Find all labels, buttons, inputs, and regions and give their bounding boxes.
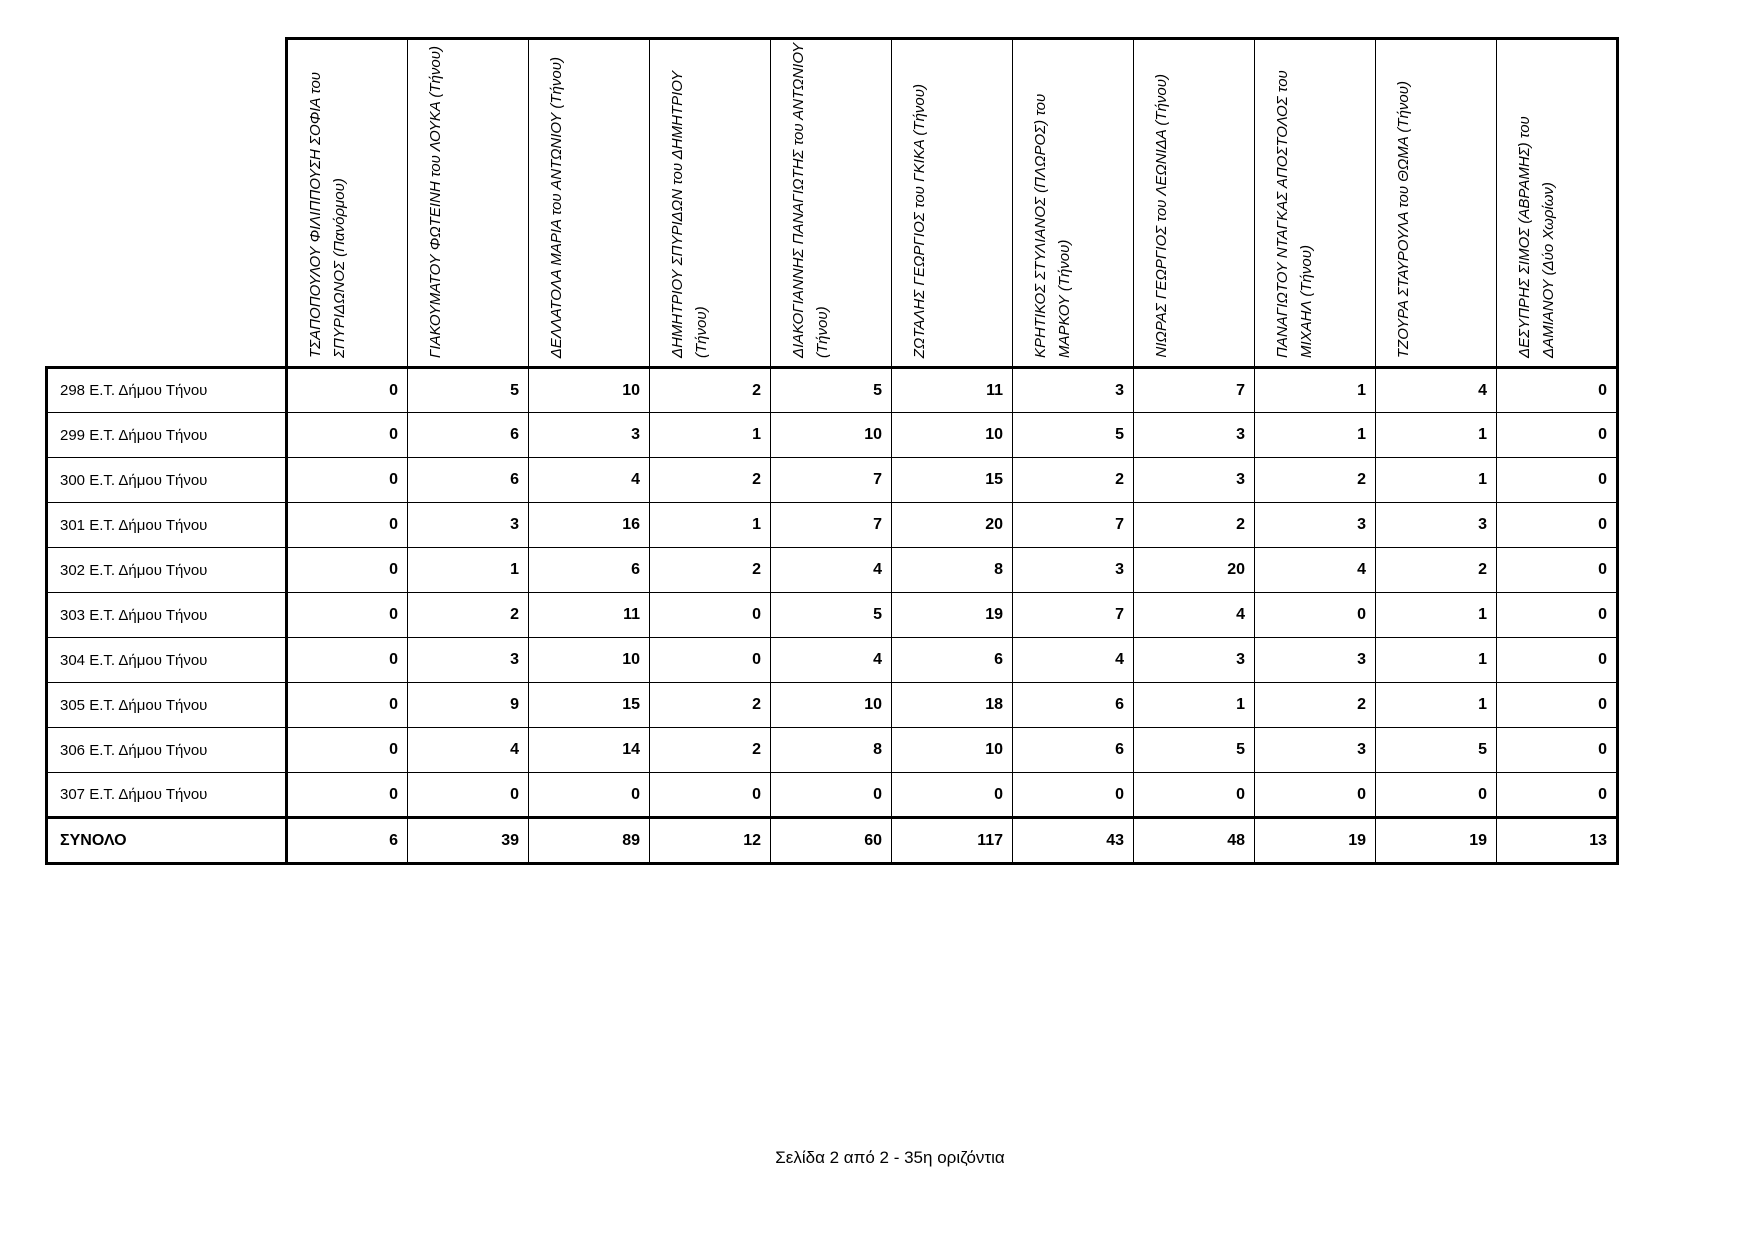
candidate-name: ΔΗΜΗΤΡΙΟΥ ΣΠΥΡΙΔΩΝ του ΔΗΜΗΤΡΙΟΥ (Τήνου) (669, 70, 710, 358)
total-value-cell: 89 (529, 818, 650, 864)
vote-count-cell: 3 (1013, 368, 1134, 413)
vote-count-cell: 0 (287, 593, 408, 638)
vote-count-cell: 3 (1134, 413, 1255, 458)
vote-count-cell: 0 (1497, 728, 1618, 773)
vote-count-cell: 6 (529, 548, 650, 593)
vote-count-cell: 10 (892, 413, 1013, 458)
vote-count-cell: 3 (408, 638, 529, 683)
vote-count-cell: 4 (408, 728, 529, 773)
vote-count-cell: 5 (771, 593, 892, 638)
total-value-cell: 48 (1134, 818, 1255, 864)
vote-count-cell: 1 (1376, 413, 1497, 458)
vote-count-cell: 0 (1497, 413, 1618, 458)
vote-count-cell: 2 (650, 683, 771, 728)
vote-count-cell: 0 (1376, 773, 1497, 818)
table-row (47, 683, 1618, 728)
vote-count-cell: 1 (1376, 638, 1497, 683)
candidate-header-cell (529, 39, 650, 368)
candidate-header-cell (408, 39, 529, 368)
vote-count-cell: 1 (1376, 593, 1497, 638)
vote-count-cell: 0 (650, 773, 771, 818)
candidate-name: ΝΙΩΡΑΣ ΓΕΩΡΓΙΟΣ του ΛΕΩΝΙΔΑ (Τήνου) (1153, 74, 1170, 358)
total-value-cell: 6 (287, 818, 408, 864)
vote-count-cell: 0 (1497, 773, 1618, 818)
vote-count-cell: 0 (287, 728, 408, 773)
vote-count-cell: 1 (1376, 683, 1497, 728)
vote-count-cell: 7 (1134, 368, 1255, 413)
results-table (45, 37, 1619, 865)
candidate-header-cell (892, 39, 1013, 368)
table-row (47, 458, 1618, 503)
page-footer: Σελίδα 2 από 2 - 35η οριζόντια (775, 1148, 1005, 1167)
vote-count-cell: 4 (1013, 638, 1134, 683)
vote-count-cell: 0 (650, 638, 771, 683)
polling-station-label: 306 Ε.Τ. Δήμου Τήνου (47, 728, 287, 773)
total-label: ΣΥΝΟΛΟ (47, 818, 287, 864)
vote-count-cell: 18 (892, 683, 1013, 728)
candidate-name: ΤΖΟΥΡΑ ΣΤΑΥΡΟΥΛΑ του ΘΩΜΑ (Τήνου) (1395, 80, 1412, 358)
polling-station-label: 302 Ε.Τ. Δήμου Τήνου (47, 548, 287, 593)
table-row (47, 503, 1618, 548)
polling-station-label: 301 Ε.Τ. Δήμου Τήνου (47, 503, 287, 548)
candidate-header-cell (1134, 39, 1255, 368)
vote-count-cell: 19 (892, 593, 1013, 638)
vote-count-cell: 2 (650, 368, 771, 413)
vote-count-cell: 3 (1376, 503, 1497, 548)
vote-count-cell: 6 (408, 458, 529, 503)
vote-count-cell: 0 (771, 773, 892, 818)
vote-count-cell: 4 (1376, 368, 1497, 413)
vote-count-cell: 10 (771, 413, 892, 458)
vote-count-cell: 0 (287, 773, 408, 818)
vote-count-cell: 0 (1497, 458, 1618, 503)
vote-count-cell: 2 (650, 728, 771, 773)
table-row (47, 413, 1618, 458)
candidate-header-cell (287, 39, 408, 368)
vote-count-cell: 7 (771, 503, 892, 548)
vote-count-cell: 0 (287, 503, 408, 548)
vote-count-cell: 6 (892, 638, 1013, 683)
vote-count-cell: 2 (1134, 503, 1255, 548)
polling-station-label: 299 Ε.Τ. Δήμου Τήνου (47, 413, 287, 458)
vote-count-cell: 0 (1497, 638, 1618, 683)
table-row (47, 593, 1618, 638)
vote-count-cell: 0 (1497, 503, 1618, 548)
vote-count-cell: 3 (529, 413, 650, 458)
vote-count-cell: 10 (529, 638, 650, 683)
candidate-header-cell (1013, 39, 1134, 368)
vote-count-cell: 14 (529, 728, 650, 773)
vote-count-cell: 15 (529, 683, 650, 728)
vote-count-cell: 3 (408, 503, 529, 548)
vote-count-cell: 0 (287, 683, 408, 728)
vote-count-cell: 2 (1255, 458, 1376, 503)
total-value-cell: 19 (1376, 818, 1497, 864)
vote-count-cell: 0 (1255, 593, 1376, 638)
vote-count-cell: 3 (1255, 728, 1376, 773)
vote-count-cell: 2 (1013, 458, 1134, 503)
candidate-header-row (47, 39, 1618, 368)
vote-count-cell: 1 (1134, 683, 1255, 728)
polling-station-label: 305 Ε.Τ. Δήμου Τήνου (47, 683, 287, 728)
candidate-name: ΔΕΛΛΑΤΟΛΑ ΜΑΡΙΑ του ΑΝΤΩΝΙΟΥ (Τήνου) (548, 56, 565, 358)
vote-count-cell: 4 (771, 548, 892, 593)
vote-count-cell: 6 (1013, 683, 1134, 728)
vote-count-cell: 11 (529, 593, 650, 638)
candidate-header-cell (1497, 39, 1618, 368)
vote-count-cell: 3 (1255, 638, 1376, 683)
vote-count-cell: 0 (408, 773, 529, 818)
vote-count-cell: 4 (1134, 593, 1255, 638)
table-row (47, 548, 1618, 593)
vote-count-cell: 0 (287, 548, 408, 593)
candidate-header-cell (771, 39, 892, 368)
candidate-header-cell (1376, 39, 1497, 368)
vote-count-cell: 2 (1376, 548, 1497, 593)
vote-count-cell: 0 (1134, 773, 1255, 818)
vote-count-cell: 6 (408, 413, 529, 458)
table-row (47, 728, 1618, 773)
candidate-name: ΤΣΑΠΟΠΟΥΛΟΥ ΦΙΛΙΠΠΟΥΣΗ ΣΟΦΙΑ του ΣΠΥΡΙΔΩΝΟΣ (Πανόρμου) (307, 71, 348, 358)
vote-count-cell: 1 (650, 503, 771, 548)
vote-count-cell: 10 (771, 683, 892, 728)
vote-count-cell: 0 (287, 413, 408, 458)
polling-station-label: 303 Ε.Τ. Δήμου Τήνου (47, 593, 287, 638)
candidate-name: ΓΙΑΚΟΥΜΑΤΟΥ ΦΩΤΕΙΝΗ του ΛΟΥΚΑ (Τήνου) (427, 45, 444, 358)
vote-count-cell: 0 (1497, 368, 1618, 413)
vote-count-cell: 1 (650, 413, 771, 458)
vote-count-cell: 0 (892, 773, 1013, 818)
vote-count-cell: 0 (1013, 773, 1134, 818)
vote-count-cell: 8 (771, 728, 892, 773)
vote-count-cell: 3 (1255, 503, 1376, 548)
total-value-cell: 39 (408, 818, 529, 864)
vote-count-cell: 15 (892, 458, 1013, 503)
vote-count-cell: 4 (529, 458, 650, 503)
vote-count-cell: 1 (1376, 458, 1497, 503)
vote-count-cell: 0 (1497, 593, 1618, 638)
vote-count-cell: 5 (771, 368, 892, 413)
vote-count-cell: 11 (892, 368, 1013, 413)
vote-count-cell: 0 (287, 638, 408, 683)
vote-count-cell: 6 (1013, 728, 1134, 773)
vote-count-cell: 16 (529, 503, 650, 548)
vote-count-cell: 0 (650, 593, 771, 638)
candidate-name: ΚΡΗΤΙΚΟΣ ΣΤΥΛΙΑΝΟΣ (ΠΛΩΡΟΣ) του ΜΑΡΚΟΥ (Τήνου) (1032, 93, 1073, 358)
vote-count-cell: 9 (408, 683, 529, 728)
total-value-cell: 12 (650, 818, 771, 864)
polling-station-label: 304 Ε.Τ. Δήμου Τήνου (47, 638, 287, 683)
table-row (47, 368, 1618, 413)
vote-count-cell: 4 (771, 638, 892, 683)
candidate-name: ΖΩΤΑΛΗΣ ΓΕΩΡΓΙΟΣ του ΓΚΙΚΑ (Τήνου) (911, 83, 928, 358)
vote-count-cell: 10 (529, 368, 650, 413)
vote-count-cell: 0 (529, 773, 650, 818)
vote-count-cell: 4 (1255, 548, 1376, 593)
polling-station-label: 307 Ε.Τ. Δήμου Τήνου (47, 773, 287, 818)
total-value-cell: 60 (771, 818, 892, 864)
vote-count-cell: 10 (892, 728, 1013, 773)
vote-count-cell: 1 (1255, 413, 1376, 458)
total-value-cell: 19 (1255, 818, 1376, 864)
total-row (47, 818, 1618, 864)
vote-count-cell: 8 (892, 548, 1013, 593)
vote-count-cell: 20 (1134, 548, 1255, 593)
vote-count-cell: 2 (650, 458, 771, 503)
vote-count-cell: 0 (287, 368, 408, 413)
polling-station-label: 300 Ε.Τ. Δήμου Τήνου (47, 458, 287, 503)
total-value-cell: 43 (1013, 818, 1134, 864)
vote-count-cell: 3 (1013, 548, 1134, 593)
vote-count-cell: 2 (1255, 683, 1376, 728)
total-value-cell: 117 (892, 818, 1013, 864)
candidate-name: ΔΕΣΥΠΡΗΣ ΣΙΜΟΣ (ΑΒΡΑΜΗΣ) του ΔΑΜΙΑΝΟΥ (Δύο Χωρίων) (1516, 116, 1557, 358)
vote-count-cell: 2 (650, 548, 771, 593)
empty-corner-cell (47, 39, 287, 368)
vote-count-cell: 0 (1497, 683, 1618, 728)
vote-count-cell: 7 (771, 458, 892, 503)
candidate-name: ΠΑΝΑΓΙΩΤΟΥ ΝΤΑΓΚΑΣ ΑΠΟΣΤΟΛΟΣ του ΜΙΧΑΗΛ (Τήνου) (1274, 70, 1315, 358)
vote-count-cell: 7 (1013, 593, 1134, 638)
vote-count-cell: 20 (892, 503, 1013, 548)
vote-count-cell: 1 (408, 548, 529, 593)
vote-count-cell: 3 (1134, 458, 1255, 503)
total-value-cell: 13 (1497, 818, 1618, 864)
vote-count-cell: 0 (287, 458, 408, 503)
candidate-header-cell (1255, 39, 1376, 368)
vote-count-cell: 3 (1134, 638, 1255, 683)
vote-count-cell: 1 (1255, 368, 1376, 413)
vote-count-cell: 5 (1134, 728, 1255, 773)
vote-count-cell: 2 (408, 593, 529, 638)
vote-count-cell: 7 (1013, 503, 1134, 548)
table-row (47, 773, 1618, 818)
candidate-header-cell (650, 39, 771, 368)
vote-count-cell: 5 (1376, 728, 1497, 773)
vote-count-cell: 5 (1013, 413, 1134, 458)
table-row (47, 638, 1618, 683)
vote-count-cell: 0 (1255, 773, 1376, 818)
vote-count-cell: 5 (408, 368, 529, 413)
candidate-name: ΔΙΑΚΟΓΙΑΝΝΗΣ ΠΑΝΑΓΙΩΤΗΣ του ΑΝΤΩΝΙΟΥ (Τήνου) (790, 42, 831, 358)
vote-count-cell: 0 (1497, 548, 1618, 593)
polling-station-label: 298 Ε.Τ. Δήμου Τήνου (47, 368, 287, 413)
